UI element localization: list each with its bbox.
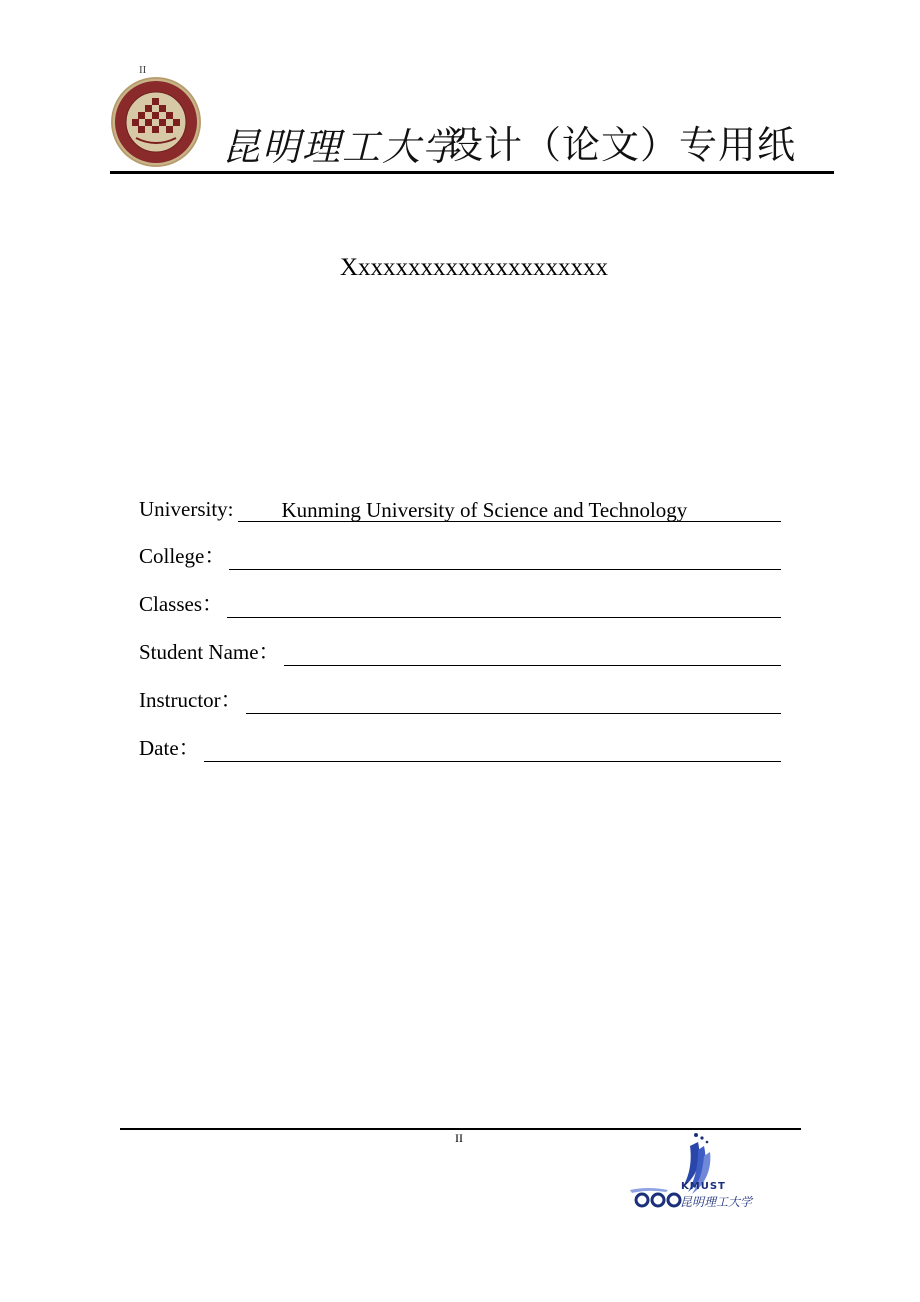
field-line[interactable] bbox=[229, 547, 781, 570]
field-classes bbox=[139, 592, 781, 618]
field-line[interactable] bbox=[238, 499, 782, 522]
footer-rule bbox=[120, 1128, 801, 1130]
field-value: Kunming University of Science and Technology bbox=[281, 498, 688, 522]
footer-page-number: II bbox=[455, 1131, 463, 1145]
field-university bbox=[139, 496, 781, 522]
university-seal-icon bbox=[110, 76, 202, 168]
field-label: Classes： bbox=[139, 592, 223, 616]
field-label: University: bbox=[139, 497, 234, 521]
field-student-name bbox=[139, 640, 781, 666]
field-label: Student Name： bbox=[139, 640, 280, 664]
header-rule bbox=[110, 171, 834, 174]
university-name-script: 昆明理工大学 bbox=[222, 125, 463, 169]
banner-title: 设计（论文）专用纸 bbox=[445, 123, 797, 167]
field-instructor bbox=[139, 688, 781, 714]
field-line[interactable] bbox=[284, 643, 781, 666]
field-line[interactable] bbox=[246, 691, 781, 714]
page-marker-top: II bbox=[139, 64, 147, 76]
kmust-logo-text: KMUST bbox=[681, 1181, 726, 1192]
field-line[interactable] bbox=[227, 595, 781, 618]
field-label: College： bbox=[139, 544, 226, 568]
field-label: Date： bbox=[139, 736, 200, 760]
field-label: Instructor： bbox=[139, 688, 242, 712]
kmust-logo-script: 昆明理工大学 bbox=[680, 1195, 753, 1209]
field-college bbox=[139, 544, 781, 570]
document-title: Xxxxxxxxxxxxxxxxxxxxx bbox=[339, 254, 609, 281]
field-line[interactable] bbox=[204, 739, 781, 762]
field-date bbox=[139, 736, 781, 762]
